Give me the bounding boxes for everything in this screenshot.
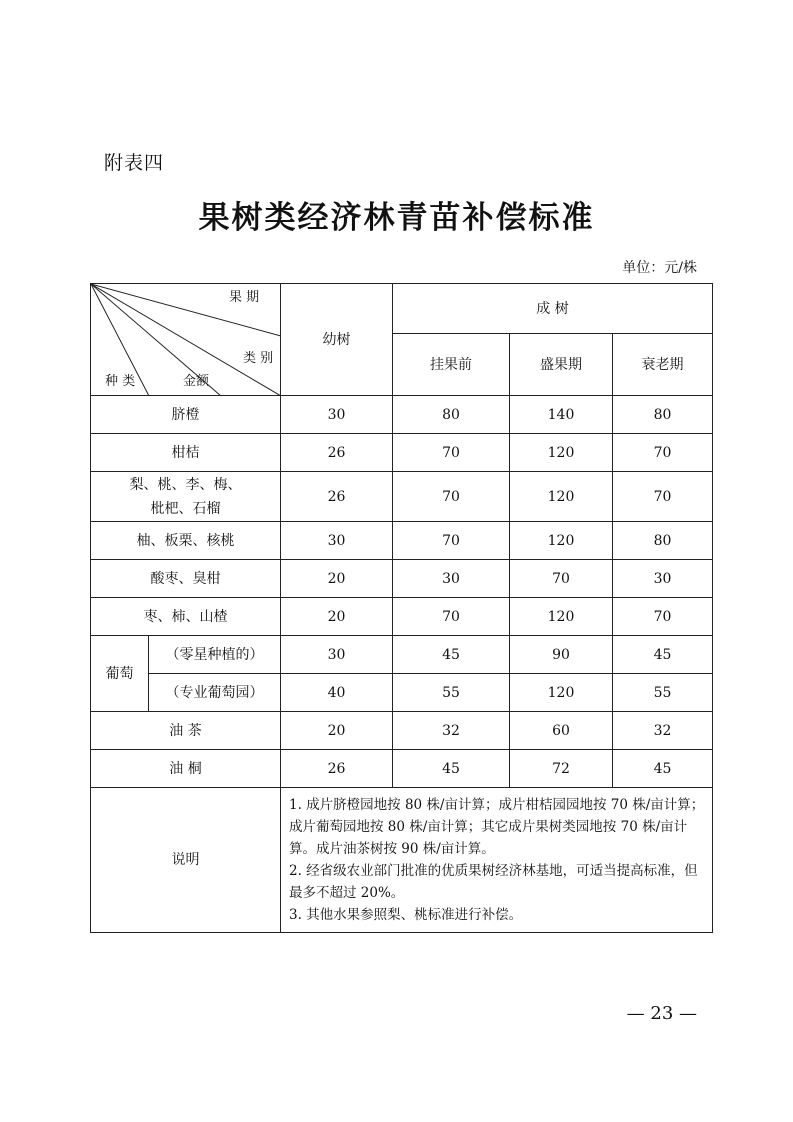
grape-sub-name: （专业葡萄园） — [149, 674, 281, 712]
page-number: — 23 — — [626, 1003, 697, 1024]
table-row — [91, 750, 713, 788]
cell-young: 30 — [281, 522, 393, 560]
cell-peak: 120 — [510, 598, 613, 636]
cell-aging: 45 — [613, 750, 713, 788]
cell-young: 26 — [281, 472, 393, 522]
row-name: 柑桔 — [91, 434, 281, 472]
cell-young: 20 — [281, 712, 393, 750]
unit-label: 单位：元/株 — [622, 260, 697, 276]
cell-peak: 120 — [510, 434, 613, 472]
row-name: 脐橙 — [91, 396, 281, 434]
cell-pre-fruit: 80 — [393, 396, 510, 434]
note-item: 2. 经省级农业部门批准的优质果树经济林基地，可适当提高标准，但最多不超过 20%。 — [289, 863, 698, 901]
cell-pre-fruit: 55 — [393, 674, 510, 712]
table-row — [91, 712, 713, 750]
header-pre-fruit: 挂果前 — [393, 334, 510, 396]
cell-aging: 80 — [613, 522, 713, 560]
header-young: 幼树 — [281, 284, 393, 396]
cell-young: 20 — [281, 560, 393, 598]
cell-aging: 32 — [613, 712, 713, 750]
cell-pre-fruit: 32 — [393, 712, 510, 750]
row-name: 枣、柿、山楂 — [91, 598, 281, 636]
cell-peak: 90 — [510, 636, 613, 674]
note-item: 1. 成片脐橙园地按 80 株/亩计算；成片柑桔园园地按 70 株/亩计算；成片葡萄园地按 80 株/亩计算；其它成片果树类园地按 70 株/亩计算。成片油茶树按 90 株/亩计算。 — [289, 797, 705, 857]
row-name: 柚、板栗、核桃 — [91, 522, 281, 560]
notes-row — [91, 788, 713, 933]
row-name-line1: 梨、桃、李、梅、 — [129, 476, 242, 493]
cell-young: 26 — [281, 434, 393, 472]
cell-aging: 55 — [613, 674, 713, 712]
cell-young: 26 — [281, 750, 393, 788]
grape-sub-name: （零星种植的） — [149, 636, 281, 674]
table-row — [91, 674, 713, 712]
cell-pre-fruit: 45 — [393, 636, 510, 674]
row-name: 油 茶 — [91, 712, 281, 750]
header-mature: 成 树 — [393, 284, 713, 334]
compensation-table — [90, 283, 713, 933]
cell-peak: 120 — [510, 472, 613, 522]
note-item: 3. 其他水果参照梨、桃标准进行补偿。 — [289, 907, 523, 923]
table-row — [91, 472, 713, 522]
cell-peak: 60 — [510, 712, 613, 750]
cell-peak: 120 — [510, 674, 613, 712]
table-row — [91, 396, 713, 434]
cell-pre-fruit: 30 — [393, 560, 510, 598]
grape-name: 葡萄 — [91, 636, 149, 712]
cell-peak: 72 — [510, 750, 613, 788]
table-row — [91, 434, 713, 472]
cell-aging: 80 — [613, 396, 713, 434]
cell-peak: 70 — [510, 560, 613, 598]
diag-label-category: 类 别 — [243, 351, 274, 366]
table-row — [91, 598, 713, 636]
diag-label-species: 种 类 — [105, 374, 136, 389]
cell-aging: 70 — [613, 472, 713, 522]
cell-aging: 70 — [613, 434, 713, 472]
notes-content — [281, 788, 713, 933]
diag-label-amount: 金额 — [183, 374, 210, 389]
cell-aging: 30 — [613, 560, 713, 598]
table-row — [91, 636, 713, 674]
annex-label: 附表四 — [104, 152, 165, 174]
row-name: 油 桐 — [91, 750, 281, 788]
notes-label: 说明 — [91, 788, 281, 933]
cell-young: 30 — [281, 396, 393, 434]
row-name — [91, 472, 281, 522]
cell-young: 30 — [281, 636, 393, 674]
cell-aging: 70 — [613, 598, 713, 636]
diag-label-period: 果 期 — [229, 290, 260, 305]
cell-pre-fruit: 70 — [393, 598, 510, 636]
cell-pre-fruit: 70 — [393, 434, 510, 472]
table-row — [91, 560, 713, 598]
cell-young: 20 — [281, 598, 393, 636]
cell-peak: 140 — [510, 396, 613, 434]
cell-peak: 120 — [510, 522, 613, 560]
cell-young: 40 — [281, 674, 393, 712]
row-name-line2: 枇杷、石榴 — [150, 500, 221, 517]
page-title: 果树类经济林青苗补偿标准 — [198, 200, 595, 236]
diagonal-header-cell — [91, 284, 281, 396]
header-aging: 衰老期 — [613, 334, 713, 396]
cell-aging: 45 — [613, 636, 713, 674]
row-name: 酸枣、臭柑 — [91, 560, 281, 598]
cell-pre-fruit: 45 — [393, 750, 510, 788]
header-peak: 盛果期 — [510, 334, 613, 396]
table-row — [91, 522, 713, 560]
cell-pre-fruit: 70 — [393, 522, 510, 560]
cell-pre-fruit: 70 — [393, 472, 510, 522]
